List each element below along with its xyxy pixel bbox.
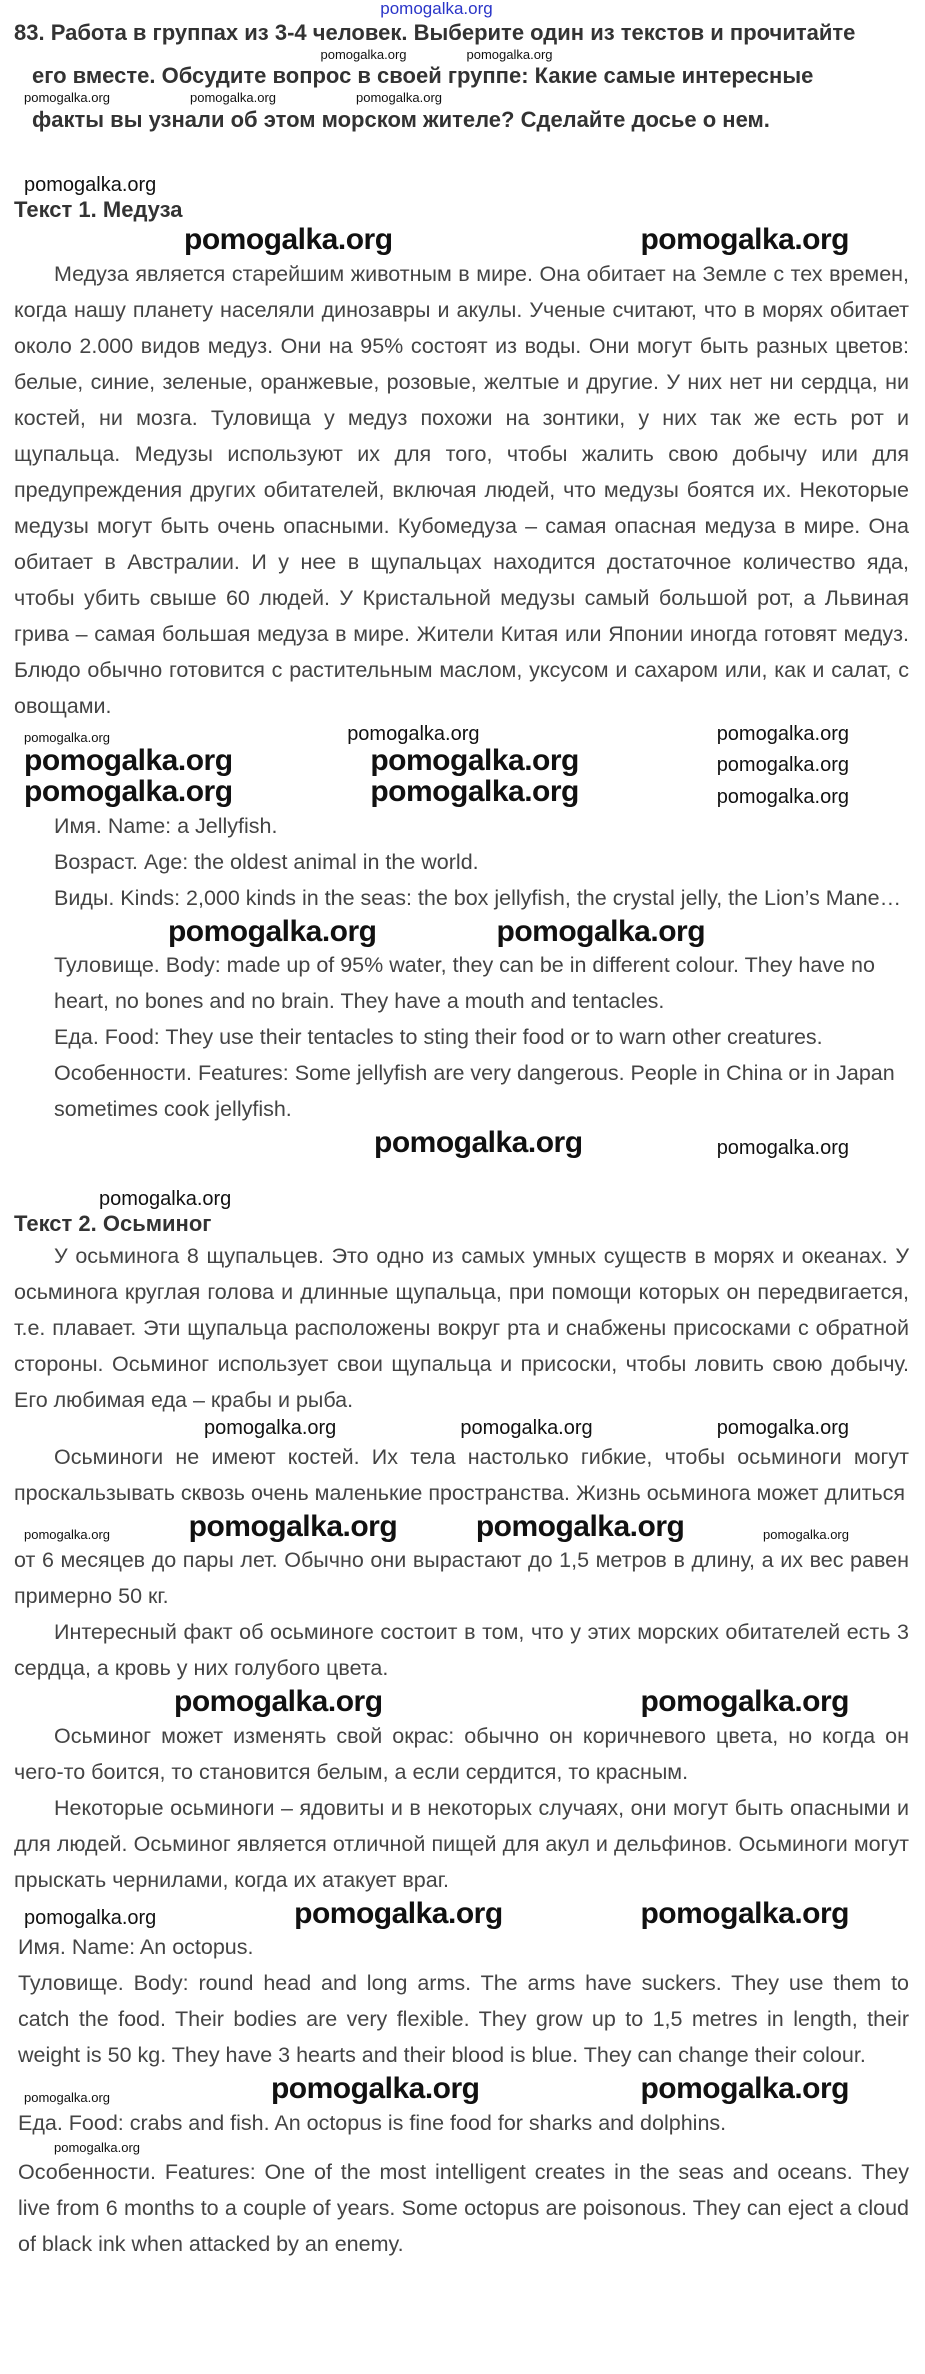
- dossier1-features: Особенности. Features: Some jellyfish are very dangerous. People in China or in Japan sometimes cook jellyfish.: [54, 1061, 895, 1122]
- dossier1-body: Туловище. Body: made up of 95% water, they can be in different colour. They have no heart, no bones and no brain. They have a mouth and tentacles.: [54, 953, 875, 1014]
- watermark: pomogalka.org: [762, 1527, 849, 1543]
- watermark: pomogalka.org: [204, 1416, 337, 1439]
- dossier1-name: Имя. Name: a Jellyfish.: [54, 813, 278, 838]
- watermark: pomogalka.org: [174, 1685, 383, 1719]
- dossier1-kinds: Виды. Kinds: 2,000 kinds in the seas: the box jellyfish, the crystal jelly, the Lion’s Mane…: [54, 885, 902, 910]
- text2-paragraph-1: У осьминога 8 щупальцев. Это одно из самых умных существ в морях и океанах. У осьминога круглая голова и длинные щупальца, при помощи которых он передвигается, т.е. плавает. Эти щупальца расположены вокруг рта и снабжены присосками с обратной стороны. Осьминог использует свои щупальца и присоски, чтобы ловить свою добычу. Его любимая еда – крабы и рыба.: [14, 1243, 909, 1412]
- watermark: pomogalka.org: [640, 1685, 849, 1719]
- watermark-row: [14, 1418, 909, 1439]
- text1-heading: Текст 1. Медуза: [14, 197, 183, 223]
- watermark: pomogalka.org: [184, 223, 393, 257]
- watermark: pomogalka.org: [716, 1136, 849, 1159]
- watermark: pomogalka.org: [716, 722, 849, 745]
- text2-paragraph-3: от 6 месяцев до пары лет. Обычно они вырастают до 1,5 метров в длину, а их вес равен примерно 50 кг.: [14, 1548, 909, 1609]
- text2-paragraph-4: Интересный факт об осьминоге состоит в том, что у этих морских обитателей есть 3 сердца, а кровь у них голубого цвета.: [14, 1620, 909, 1681]
- watermark-row: [14, 2141, 909, 2155]
- watermark: pomogalka.org: [320, 46, 407, 62]
- watermark: pomogalka.org: [24, 1527, 110, 1543]
- watermark: pomogalka.org: [24, 729, 110, 745]
- watermark: pomogalka.org: [294, 1896, 503, 1930]
- text1-paragraph: Медуза является старейшим животным в мире. Она обитает на Земле с тех времен, когда нашу планету населяли динозавры и акулы. Ученые считают, что в морях обитает около 2.000 видов медуз. Они на 95% состоят из воды. Они могут быть разных цветов: белые, синие, зеленые, оранжевые, розовые, желтые и другие. У них нет ни сердца, ни костей, ни мозга. Туловища у медуз похожи на зонтики, у них так же есть рот и щупальца. Медузы используют их для того, чтобы жалить свою добычу или для предупреждения других обитателей, включая людей, что медузы боятся их. Некоторые медузы могут быть очень опасными. Кубомедуза – самая опасная медуза в мире. Она обитает в Австралии. И у нее в щупальцах находится достаточное количество яда, чтобы убить свыше 60 людей. У Кристальной медузы самый большой рот, а Львиная грива – самая большая медуза в мире. Жители Китая или Японии иногда готовят медуз. Блюдо обычно готовится с растительным маслом, уксусом и сахаром или, как и салат, с овощами.: [14, 261, 909, 718]
- text2-paragraph-6: Некоторые осьминоги – ядовиты и в некоторых случаях, они могут быть опасными и для людей. Осьминог является отличной пищей для акул и дельфинов. Осьминоги могут прыскать чернилами, когда их атакует враг.: [14, 1795, 909, 1892]
- watermark: pomogalka.org: [640, 1896, 849, 1930]
- watermark-row: [14, 0, 909, 18]
- text2-paragraph-2: Осьминоги не имеют костей. Их тела настолько гибкие, чтобы осьминоги могут проскальзывать сквозь очень маленькие пространства. Жизнь осьминога может длиться: [14, 1444, 909, 1505]
- dossier2-food: Еда. Food: crabs and fish. An octopus is fine food for sharks and dolphins.: [18, 2110, 727, 2135]
- task-line-3: факты вы узнали об этом морском жителе? Сделайте досье о нем.: [32, 107, 770, 133]
- text2-paragraph-5: Осьминог может изменять свой окрас: обычно он коричневого цвета, но когда он чего-то боится, то становится белым, а если сердится, то красным.: [14, 1723, 909, 1784]
- watermark-row: [14, 776, 909, 808]
- watermark: pomogalka.org: [475, 1509, 685, 1543]
- watermark: pomogalka.org: [716, 785, 849, 808]
- watermark: pomogalka.org: [99, 1187, 232, 1210]
- watermark: pomogalka.org: [188, 1509, 398, 1543]
- watermark: pomogalka.org: [640, 2072, 849, 2106]
- text2-heading: Текст 2. Осьминог: [14, 1210, 212, 1236]
- dossier2-name: Имя. Name: An octopus.: [18, 1935, 254, 1960]
- watermark: pomogalka.org: [24, 775, 233, 809]
- watermark-row: [14, 91, 909, 105]
- watermark: pomogalka.org: [356, 90, 442, 106]
- task-line-2: его вместе. Обсудите вопрос в своей группе: Какие самые интересные: [32, 63, 814, 89]
- watermark: pomogalka.org: [24, 90, 110, 106]
- watermark-row: [14, 48, 909, 62]
- watermark: pomogalka.org: [716, 1416, 849, 1439]
- watermark: pomogalka.org: [347, 722, 480, 745]
- watermark-row: [14, 916, 909, 948]
- watermark-top-link[interactable]: pomogalka.org: [380, 0, 493, 18]
- watermark: pomogalka.org: [24, 743, 233, 777]
- watermark: pomogalka.org: [374, 1126, 583, 1160]
- watermark: pomogalka.org: [24, 2089, 110, 2105]
- watermark: pomogalka.org: [24, 1907, 157, 1930]
- dossier2-body: Туловище. Body: round head and long arms. The arms have suckers. They use them to catch the food. Their bodies are very flexible. They grow up to 1,5 metres in length, their weight is 50 kg. They have 3 hearts and their blood is blue. They can change their colour.: [18, 1971, 909, 2068]
- dossier1-age: Возраст. Age: the oldest animal in the world.: [54, 849, 479, 874]
- watermark-row: [14, 745, 909, 777]
- watermark: pomogalka.org: [370, 743, 579, 777]
- watermark-row: [14, 175, 909, 196]
- watermark: pomogalka.org: [460, 1416, 593, 1439]
- watermark: pomogalka.org: [496, 914, 706, 948]
- watermark-row: [14, 1898, 909, 1930]
- watermark-row: [14, 1511, 909, 1543]
- watermark: pomogalka.org: [54, 2139, 140, 2155]
- watermark: pomogalka.org: [370, 775, 579, 809]
- watermark-row: [14, 1189, 909, 1210]
- watermark: pomogalka.org: [466, 46, 553, 62]
- watermark-row: [14, 724, 909, 745]
- watermark: pomogalka.org: [24, 174, 157, 197]
- watermark: pomogalka.org: [270, 2072, 480, 2106]
- task-line-1: 83. Работа в группах из 3-4 человек. Выберите один из текстов и прочитайте: [14, 19, 856, 45]
- watermark: pomogalka.org: [640, 223, 849, 257]
- watermark-row: [14, 224, 909, 256]
- watermark-row: [14, 1127, 909, 1159]
- watermark-row: [14, 2073, 909, 2105]
- watermark: pomogalka.org: [716, 754, 849, 777]
- watermark-row: [14, 1686, 909, 1718]
- watermark: pomogalka.org: [167, 914, 377, 948]
- dossier1-food: Еда. Food: They use their tentacles to sting their food or to warn other creatures.: [54, 1025, 823, 1050]
- watermark: pomogalka.org: [190, 90, 276, 106]
- dossier2-features: Особенности. Features: One of the most intelligent creates in the seas and oceans. They live from 6 months to a couple of years. Some octopus are poisonous. They can eject a cloud of black ink when attacked by an enemy.: [18, 2160, 909, 2257]
